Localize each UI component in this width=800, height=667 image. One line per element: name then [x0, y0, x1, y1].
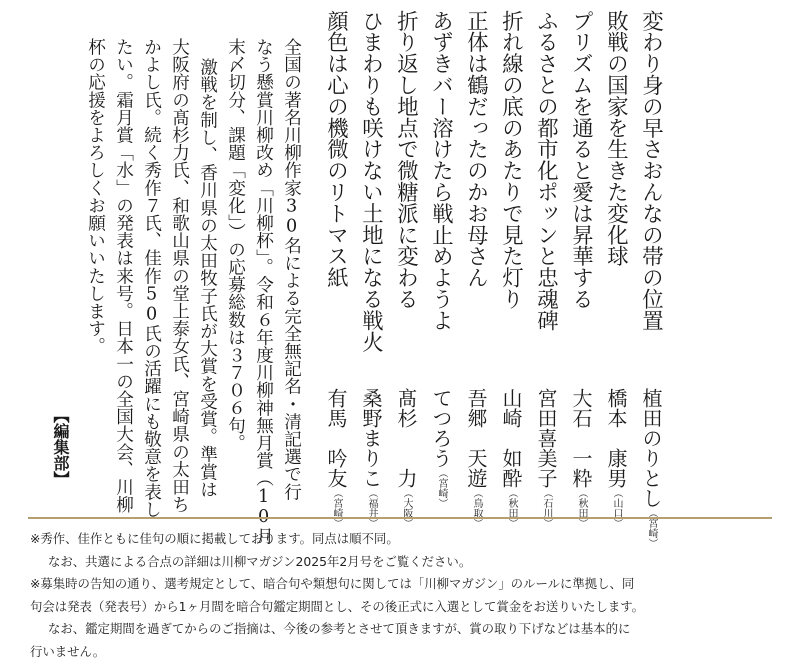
poem-line: 折り返し地点で微糖派に変わる — [393, 10, 419, 310]
author-name: 髙杉 力 — [394, 388, 418, 488]
author-entry — [359, 388, 383, 528]
author-entry — [499, 388, 523, 528]
note-line: 句会は発表（発表号）から1ヶ月間を暗合句鑑定期間とし、その後正式に入選として賞金をお送りいたします。 — [30, 598, 645, 614]
author-name: 植田のりとし — [639, 388, 663, 508]
poem-line: 顔色は心の機微のリトマス紙 — [323, 10, 349, 289]
notes — [30, 528, 790, 664]
paren-close: ） — [541, 518, 552, 528]
poem-line: プリズムを通ると愛は昇華する — [568, 10, 594, 310]
author-entry — [534, 388, 558, 528]
paren-close: ） — [506, 518, 517, 528]
author-entry — [569, 388, 593, 528]
body-line: かよし氏。続く秀作７氏、佳作50氏の活躍にも敬意を表し — [141, 38, 162, 518]
poem-line: 変わり身の早さおんなの帯の位置 — [638, 10, 664, 331]
author-entry — [324, 388, 348, 528]
author-prefecture: 宮崎 — [331, 498, 342, 518]
author-name: 有馬 吟友 — [324, 388, 348, 488]
author-entry — [464, 388, 488, 528]
paren-close: ） — [401, 518, 412, 528]
body-line: なう懸賞川柳改め「川柳杯」。令和６年度川柳神無月賞（10月 — [253, 38, 274, 545]
author-entry — [604, 388, 628, 528]
note-line: なお、鑑定期間を過ぎてからのご指摘は、今後の参考とさせて頂きますが、賞の取り下げなどは基本的に — [48, 621, 631, 637]
note-line: ※募集時の告知の通り、選考規定として、暗合句や類想句に関しては「川柳マガジン」のルールに準拠し、同 — [30, 576, 635, 592]
poem-line: 折れ線の底のあたりで見た灯り — [498, 10, 524, 310]
author-name: てつろう — [429, 388, 453, 468]
poem-line: 正体は鶴だったのかお母さん — [463, 10, 489, 289]
paren-open: （ — [366, 488, 377, 498]
author-prefecture: 福井 — [366, 498, 377, 518]
paren-open: （ — [436, 468, 447, 478]
paren-close: ） — [611, 518, 622, 528]
author-prefecture: 石川 — [541, 498, 552, 518]
poem-line: 敗戦の国家を生きた変化球 — [603, 10, 629, 267]
paren-open: （ — [401, 488, 412, 498]
author-name: 橋本 康男 — [604, 388, 628, 488]
poem-line: ひまわりも咲けない土地になる戦火 — [358, 10, 384, 353]
author-prefecture: 鳥取 — [471, 498, 482, 518]
paren-open: （ — [541, 488, 552, 498]
author-prefecture: 大阪 — [401, 498, 412, 518]
body-line: たい。霜月賞「水」の発表は来号。日本一の全国大会、川柳 — [113, 38, 134, 514]
author-name: 大石 一粋 — [569, 388, 593, 488]
author-name: 宮田喜美子 — [534, 388, 558, 488]
author-name: 桑野まりこ — [359, 388, 383, 488]
paren-open: （ — [471, 488, 482, 498]
paren-open: （ — [576, 488, 587, 498]
divider — [28, 517, 772, 519]
body-line: 激戦を制し、香川県の太田牧子氏が大賞を受賞。準賞は — [197, 58, 218, 498]
poem-line: ふるさとの都市化ポッンと忠魂碑 — [533, 10, 559, 331]
poem-line: あずきバー溶けたら戦止めようよ — [428, 10, 454, 331]
author-prefecture: 秋田 — [506, 498, 517, 518]
author-prefecture: 秋田 — [576, 498, 587, 518]
author-name: 吾郷 天遊 — [464, 388, 488, 488]
paren-open: （ — [611, 488, 622, 498]
author-prefecture: 宮崎 — [436, 478, 447, 498]
paren-open: （ — [506, 488, 517, 498]
note-line: ※秀作、佳作ともに佳句の順に掲載しております。同点は順不同。 — [30, 531, 399, 546]
body-line: 末〆切分、課題「変化」）の応募総数は３７０６句。 — [225, 38, 246, 452]
note-line: なお、共選による合点の詳細は川柳マガジン2025年2月号をご覧ください。 — [48, 553, 472, 569]
paren-close: ） — [331, 518, 342, 528]
body-line: 全国の著名川柳作家30名による完全無記名・清記選で行 — [281, 38, 302, 501]
body-line: 杯の応援をよろしくお願いいたします。 — [85, 38, 106, 355]
paren-close: ） — [471, 518, 482, 528]
paren-close: ） — [436, 498, 447, 508]
note-line: 行いません。 — [30, 643, 106, 659]
paren-open: （ — [646, 508, 657, 518]
author-prefecture: 山口 — [611, 498, 622, 518]
author-prefecture: 宮崎 — [646, 518, 657, 538]
editorial-tag: 【編集部】 — [51, 407, 70, 487]
paren-open: （ — [331, 488, 342, 498]
paren-close: ） — [366, 518, 377, 528]
paren-close: ） — [646, 538, 657, 548]
author-name: 山崎 如酔 — [499, 388, 523, 488]
paren-close: ） — [576, 518, 587, 528]
author-entry — [639, 388, 663, 548]
author-entry — [394, 388, 418, 528]
body-line: 大阪府の髙杉力氏、和歌山県の堂上泰女氏、宮崎県の太田ち — [169, 38, 190, 514]
author-entry — [429, 388, 453, 508]
